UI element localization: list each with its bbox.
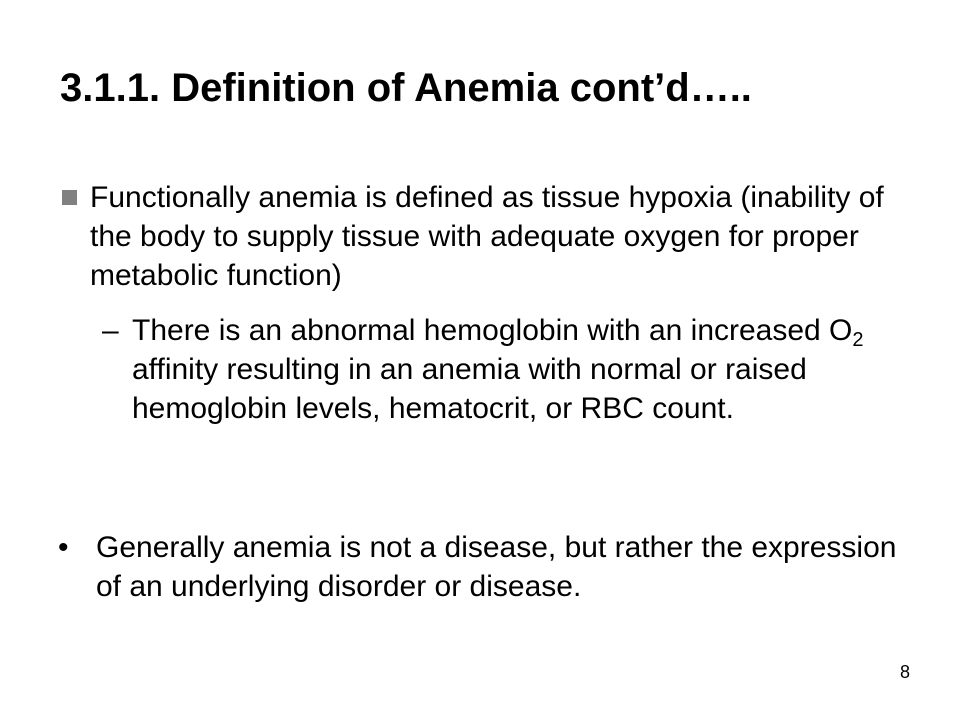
bullet-item xyxy=(62,178,922,295)
slide-title: 3.1.1. Definition of Anemia cont’d….. xyxy=(60,66,752,110)
bullet-text: Generally anemia is not a disease, but rather the expression of an underlying disorder or disease. xyxy=(96,531,897,603)
sub-bullet-item xyxy=(102,311,902,428)
dot-bullet-icon: • xyxy=(58,531,69,564)
square-bullet-icon xyxy=(62,190,77,205)
page-number: 8 xyxy=(899,662,910,682)
subscript-2: 2 xyxy=(852,329,864,351)
bullet-text: Functionally anemia is defined as tissue hypoxia (inability of the body to supply tissue with adequate oxygen for proper metabolic function) xyxy=(90,181,884,292)
sub-bullet-text-part-2: affinity resulting in an anemia with normal or raised hemoglobin levels, hematocrit, or RBC count. xyxy=(132,353,807,425)
bullet-item xyxy=(58,528,928,606)
dash-bullet-icon: – xyxy=(102,314,119,347)
sub-bullet-text-part-1: There is an abnormal hemoglobin with an increased O xyxy=(132,314,853,347)
sub-bullet-text xyxy=(132,311,902,428)
